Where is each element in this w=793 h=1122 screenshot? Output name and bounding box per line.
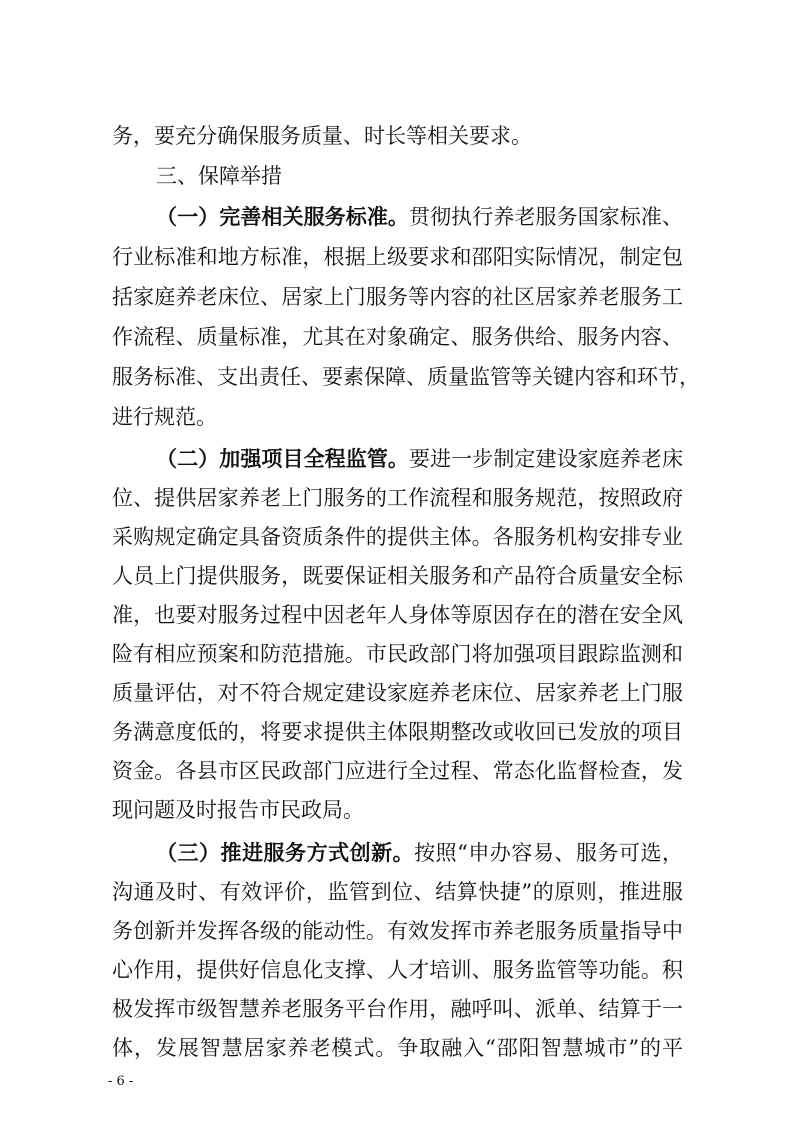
text-line: 沟通及时、有效评价，监管到位、结算快捷”的原则，推进服 (112, 880, 683, 904)
paragraph-line (156, 204, 683, 230)
text-line: 位、提供居家养老上门服务的工作流程和服务规范，按照政府 (112, 486, 683, 510)
text-line: 务，要充分确保服务质量、时长等相关要求。 (112, 124, 532, 148)
text-line: 资金。各县市区民政部门应进行全过程、常态化监督检查，发 (112, 759, 683, 783)
paragraph-line (156, 446, 683, 472)
text-line: 务满意度低的，将要求提供主体限期整改或收回已发放的项目 (112, 720, 683, 744)
text-line: 体，发展智慧居家养老模式。争取融入“邵阳智慧城市”的平 (112, 1036, 683, 1060)
text-line: 准，也要对服务过程中因老年人身体等原因存在的潜在安全风 (112, 603, 683, 627)
text-line: 险有相应预案和防范措施。市民政部门将加强项目跟踪监测和 (112, 642, 683, 666)
text-line: 采购规定确定具备资质条件的提供主体。各服务机构安排专业 (112, 525, 683, 549)
paragraph-line (156, 840, 683, 866)
paragraph-text: 贯彻执行养老服务国家标准、 (409, 205, 683, 229)
text-line: 行业标准和地方标准，根据上级要求和邵阳实际情况，制定包 (112, 245, 683, 269)
text-line: 进行规范。 (112, 405, 217, 429)
subsection-heading: （一）完善相关服务标准。 (156, 205, 409, 229)
text-line: 括家庭养老床位、居家上门服务等内容的社区居家养老服务工 (112, 285, 683, 309)
text-line: 服务标准、支出责任、要素保障、质量监管等关键内容和环节， (112, 365, 700, 389)
text-line: 务创新并发挥各级的能动性。有效发挥市养老服务质量指导中 (112, 919, 683, 943)
paragraph-text: 按照“申办容易、服务可选， (414, 841, 683, 865)
text-line: 现问题及时报告市民政局。 (112, 798, 364, 822)
text-line: 作流程、质量标准，尤其在对象确定、服务供给、服务内容、 (112, 325, 683, 349)
text-line: 质量评估，对不符合规定建设家庭养老床位、居家养老上门服 (112, 681, 683, 705)
page-number: - 6 - (108, 1074, 134, 1089)
text-line: 极发挥市级智慧养老服务平台作用，融呼叫、派单、结算于一 (112, 997, 683, 1021)
subsection-heading: （二）加强项目全程监管。 (156, 447, 409, 471)
section-heading: 三、保障举措 (156, 164, 282, 188)
subsection-heading: （三）推进服务方式创新。 (156, 841, 415, 865)
paragraph-text: 要进一步制定建设家庭养老床 (409, 447, 683, 471)
text-line: 心作用，提供好信息化支撑、人才培训、服务监管等功能。积 (112, 958, 683, 982)
text-line: 人员上门提供服务，既要保证相关服务和产品符合质量安全标 (112, 564, 683, 588)
